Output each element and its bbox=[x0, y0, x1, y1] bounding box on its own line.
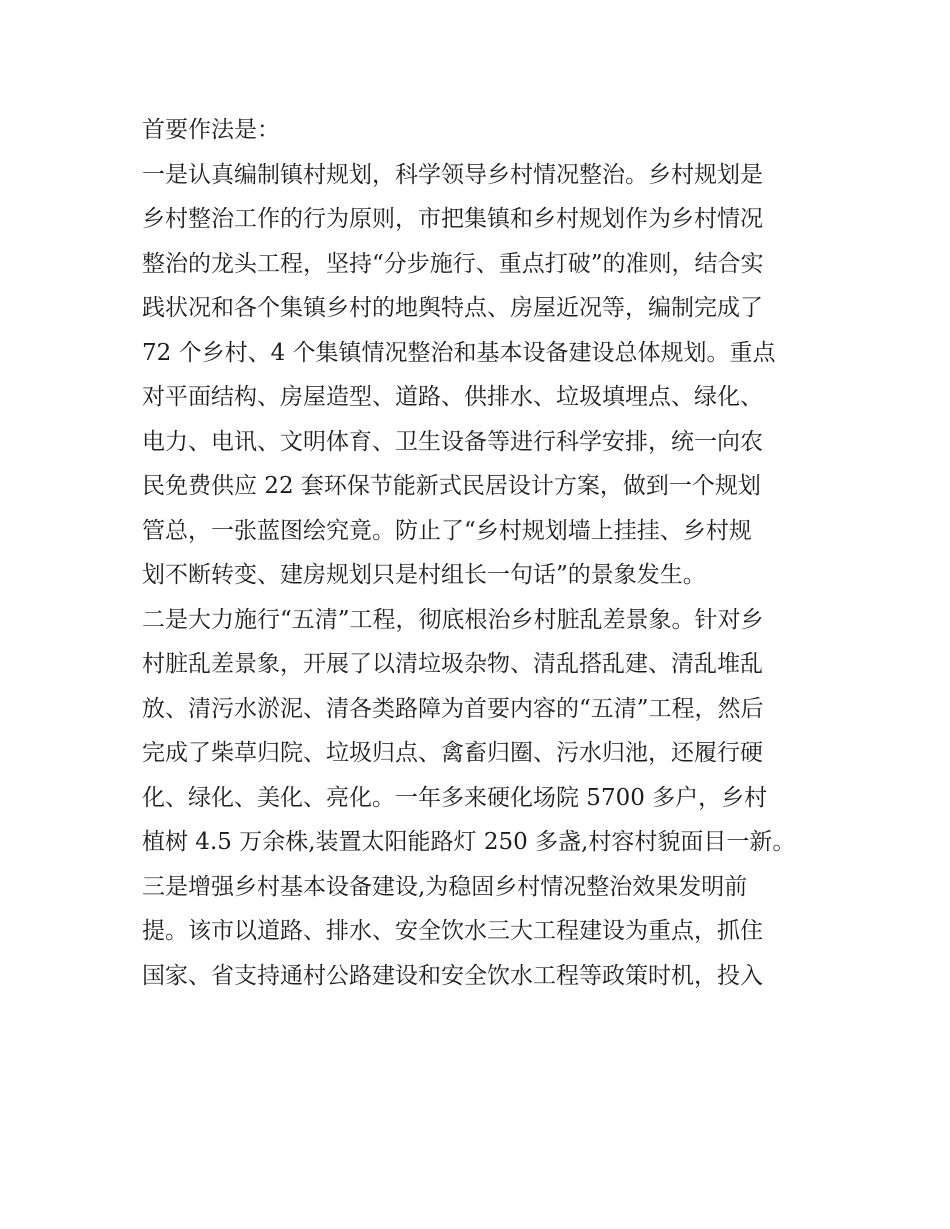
text-line: 化、绿化、美化、亮化。一年多来硬化场院 5700 多户，乡村 bbox=[142, 784, 768, 811]
text-line: 放、清污水淤泥、清各类路障为首要内容的“五清”工程，然后 bbox=[142, 695, 764, 722]
text-line: 三是增强乡村基本设备建设,为稳固乡村情况整治效果发明前 bbox=[142, 873, 748, 900]
text-line: 国家、省支持通村公路建设和安全饮水工程等政策时机，投入 bbox=[142, 962, 763, 989]
text-line: 村脏乱差景象，开展了以清垃圾杂物、清乱搭乱建、清乱堆乱 bbox=[142, 651, 763, 677]
text-line: 一是认真编制镇村规划，科学领导乡村情况整治。乡村规划是 bbox=[142, 161, 763, 188]
text-line: 管总，一张蓝图绘究竟。防止了“乡村规划墙上挂挂、乡村规 bbox=[142, 517, 752, 544]
text-line: 对平面结构、房屋造型、道路、供排水、垃圾填埋点、绿化、 bbox=[142, 384, 763, 410]
text-line: 首要作法是： bbox=[142, 117, 280, 143]
text-line: 72 个乡村、4 个集镇情况整治和基本设备建设总体规划。重点 bbox=[142, 339, 776, 366]
text-line: 整治的龙头工程，坚持“分步施行、重点打破”的准则，结合实 bbox=[142, 250, 764, 277]
text-line: 践状况和各个集镇乡村的地舆特点、房屋近况等，编制完成了 bbox=[142, 295, 763, 321]
text-line: 完成了柴草归院、垃圾归点、禽畜归圈、污水归池，还履行硬 bbox=[142, 740, 763, 766]
text-line: 二是大力施行“五清”工程，彻底根治乡村脏乱差景象。针对乡 bbox=[142, 606, 764, 633]
text-line: 提。该市以道路、排水、安全饮水三大工程建设为重点，抓住 bbox=[142, 918, 763, 944]
text-line: 民免费供应 22 套环保节能新式民居设计方案，做到一个规划 bbox=[142, 473, 761, 499]
text-line: 植树 4.5 万余株,装置太阳能路灯 250 多盏,村容村貌面目一新。 bbox=[142, 829, 796, 855]
body-text bbox=[142, 108, 822, 998]
text-line: 乡村整治工作的行为原则，市把集镇和乡村规划作为乡村情况 bbox=[142, 206, 763, 232]
text-line: 电力、电讯、文明体育、卫生设备等进行科学安排，统一向农 bbox=[142, 428, 763, 455]
text-line: 划不断转变、建房规划只是村组长一句话”的景象发生。 bbox=[142, 562, 706, 588]
